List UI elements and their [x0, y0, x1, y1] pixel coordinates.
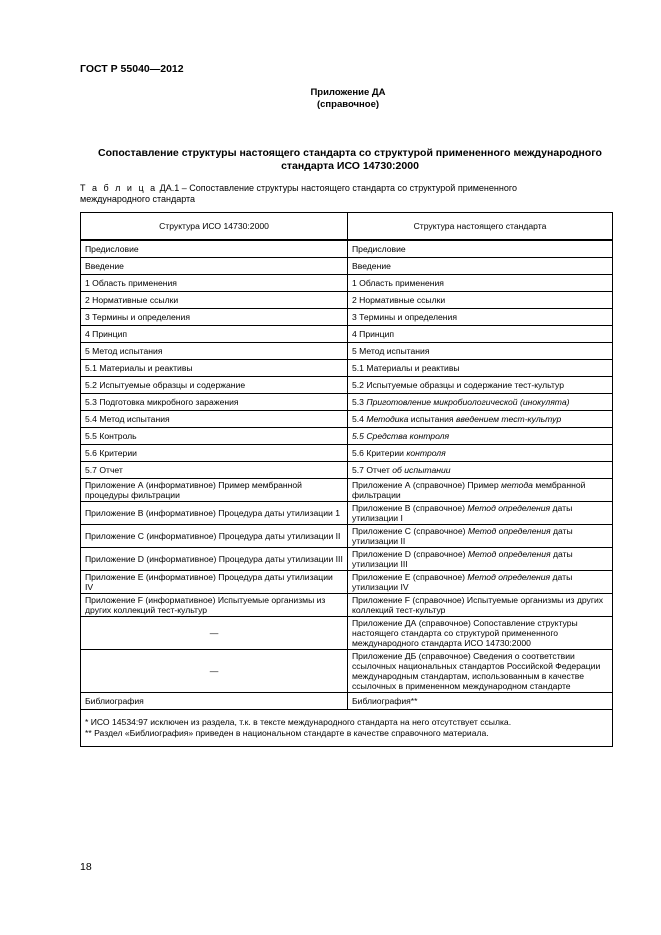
caption-text: ДА.1 – Сопоставление структуры настоящего стандарта со структурой примененного	[159, 183, 517, 193]
table-row	[81, 377, 613, 394]
cell-right	[348, 428, 613, 445]
cell-text-italic: Методика	[366, 414, 409, 424]
cell-text-italic: метода	[501, 480, 533, 490]
cell-right: Приложение ДБ (справочное) Сведения о соответствии ссылочных национальных стандартов Российской Федерации международным стандартам, использованным в качестве ссылочных в примененном международном стандарте	[348, 650, 613, 693]
cell-text-italic: Метод определения	[467, 526, 551, 536]
table-row	[81, 240, 613, 258]
cell-left: Приложение D (информативное) Процедура даты утилизации III	[81, 548, 348, 571]
table-row	[81, 326, 613, 343]
cell-right: 1 Область применения	[348, 275, 613, 292]
cell-left: Приложение А (информативное) Пример мембранной процедуры фильтрации	[81, 479, 348, 502]
cell-right	[348, 548, 613, 571]
cell-right: 4 Принцип	[348, 326, 613, 343]
cell-left: Предисловие	[81, 240, 348, 258]
cell-left: 4 Принцип	[81, 326, 348, 343]
table-note: * ИСО 14534:97 исключен из раздела, т.к. в тексте международного стандарта на него отсутствует ссылка.	[85, 717, 512, 727]
cell-left: Введение	[81, 258, 348, 275]
cell-right: Приложение F (справочное) Испытуемые организмы из других коллекций тест-культур	[348, 594, 613, 617]
cell-left: 5.6 Критерии	[81, 445, 348, 462]
cell-text: даты утилизации I	[352, 503, 573, 523]
cell-left: 5.3 Подготовка микробного заражения	[81, 394, 348, 411]
cell-left-dash: —	[81, 650, 348, 693]
cell-left: 5 Метод испытания	[81, 343, 348, 360]
cell-right: Предисловие	[348, 240, 613, 258]
table-row	[81, 594, 613, 617]
cell-right	[348, 445, 613, 462]
cell-right: Библиография**	[348, 693, 613, 710]
cell-right: Приложение ДА (справочное) Сопоставление структуры настоящего стандарта со структурой примененного международного стандарта ИСО 14730:2000	[348, 617, 613, 650]
annex-heading	[0, 87, 661, 111]
annex-subtitle: (справочное)	[316, 99, 380, 110]
cell-right: Введение	[348, 258, 613, 275]
table-row	[81, 343, 613, 360]
cell-text: 5.3	[352, 397, 364, 407]
cell-text: мембранной фильтрации	[352, 480, 586, 500]
cell-text: Приложение С (справочное)	[352, 526, 466, 536]
table-row	[81, 258, 613, 275]
cell-text: 5.6 Критерии	[352, 448, 404, 458]
cell-left-dash: —	[81, 617, 348, 650]
cell-left: 1 Область применения	[81, 275, 348, 292]
table-row	[81, 462, 613, 479]
cell-right	[348, 411, 613, 428]
table-row	[81, 525, 613, 548]
cell-left: 5.1 Материалы и реактивы	[81, 360, 348, 377]
cell-text-italic: Метод определения	[467, 503, 551, 513]
section-title-line2: стандарта ИСО 14730:2000	[281, 160, 419, 172]
cell-text-italic: Метод определения	[467, 572, 551, 582]
cell-left: 5.4 Метод испытания	[81, 411, 348, 428]
header-national-structure: Структура настоящего стандарта	[348, 213, 613, 241]
section-title	[80, 147, 620, 173]
cell-text-italic: Метод определения	[467, 549, 551, 559]
table-row	[81, 360, 613, 377]
cell-text: даты утилизации III	[352, 549, 573, 569]
cell-left: 5.5 Контроль	[81, 428, 348, 445]
caption-prefix: Т а б л и ц а	[80, 183, 158, 193]
table-row	[81, 292, 613, 309]
table-row	[81, 502, 613, 525]
cell-text: Приложение А (справочное) Пример	[352, 480, 499, 490]
table-note: ** Раздел «Библиография» приведен в национальном стандарте в качестве справочного материала.	[85, 728, 489, 738]
annex-title: Приложение ДА	[310, 87, 386, 98]
table-caption	[80, 183, 600, 205]
cell-left: Приложение Е (информативное) Процедура даты утилизации IV	[81, 571, 348, 594]
cell-text: испытания	[410, 414, 454, 424]
table-row	[81, 445, 613, 462]
table-row	[81, 428, 613, 445]
table-row	[81, 394, 613, 411]
cell-text-italic: Приготовление микробиологической (инокулята)	[366, 397, 570, 407]
table-row	[81, 275, 613, 292]
comparison-table	[80, 212, 613, 747]
cell-text: даты утилизации IV	[352, 572, 573, 592]
cell-left: Библиография	[81, 693, 348, 710]
cell-text: Приложение Е (справочное)	[352, 572, 465, 582]
cell-text: даты утилизации II	[352, 526, 573, 546]
table-row	[81, 693, 613, 710]
table-header-row	[81, 213, 613, 241]
cell-right: 5 Метод испытания	[348, 343, 613, 360]
cell-left: Приложение F (информативное) Испытуемые организмы из других коллекций тест-культур	[81, 594, 348, 617]
cell-text: 5.7 Отчет	[352, 465, 390, 475]
cell-right	[348, 394, 613, 411]
cell-text-italic: введением тест-культур	[455, 414, 562, 424]
cell-left: 5.7 Отчет	[81, 462, 348, 479]
cell-right: 2 Нормативные ссылки	[348, 292, 613, 309]
table-row	[81, 548, 613, 571]
cell-right	[348, 502, 613, 525]
cell-right: 5.1 Материалы и реактивы	[348, 360, 613, 377]
cell-text-italic: 5.5 Средства контроля	[352, 431, 450, 441]
header-iso-structure: Структура ИСО 14730:2000	[81, 213, 348, 241]
table-row	[81, 479, 613, 502]
cell-left: 2 Нормативные ссылки	[81, 292, 348, 309]
page-number: 18	[80, 861, 92, 873]
cell-right: 5.2 Испытуемые образцы и содержание тест-культур	[348, 377, 613, 394]
table-notes	[81, 710, 613, 747]
cell-text-italic: контроля	[406, 448, 446, 458]
table-row	[81, 571, 613, 594]
cell-left: 5.2 Испытуемые образцы и содержание	[81, 377, 348, 394]
cell-right	[348, 479, 613, 502]
cell-right	[348, 462, 613, 479]
cell-text: Приложение D (справочное)	[352, 549, 466, 559]
cell-text: 5.4	[352, 414, 364, 424]
cell-left: Приложение В (информативное) Процедура даты утилизации 1	[81, 502, 348, 525]
table-row	[81, 617, 613, 650]
table-row	[81, 650, 613, 693]
table-row	[81, 411, 613, 428]
table-row	[81, 309, 613, 326]
cell-right	[348, 571, 613, 594]
caption-line2: международного стандарта	[80, 194, 196, 204]
cell-text: Приложение В (справочное)	[352, 503, 465, 513]
cell-right: 3 Термины и определения	[348, 309, 613, 326]
cell-right	[348, 525, 613, 548]
document-id: ГОСТ Р 55040—2012	[80, 63, 184, 75]
cell-left: Приложение С (информативное) Процедура даты утилизации II	[81, 525, 348, 548]
table-notes-row	[81, 710, 613, 747]
cell-left: 3 Термины и определения	[81, 309, 348, 326]
cell-text-italic: об испытании	[392, 465, 451, 475]
section-title-line1: Сопоставление структуры настоящего стандарта со структурой примененного международного	[98, 147, 602, 159]
